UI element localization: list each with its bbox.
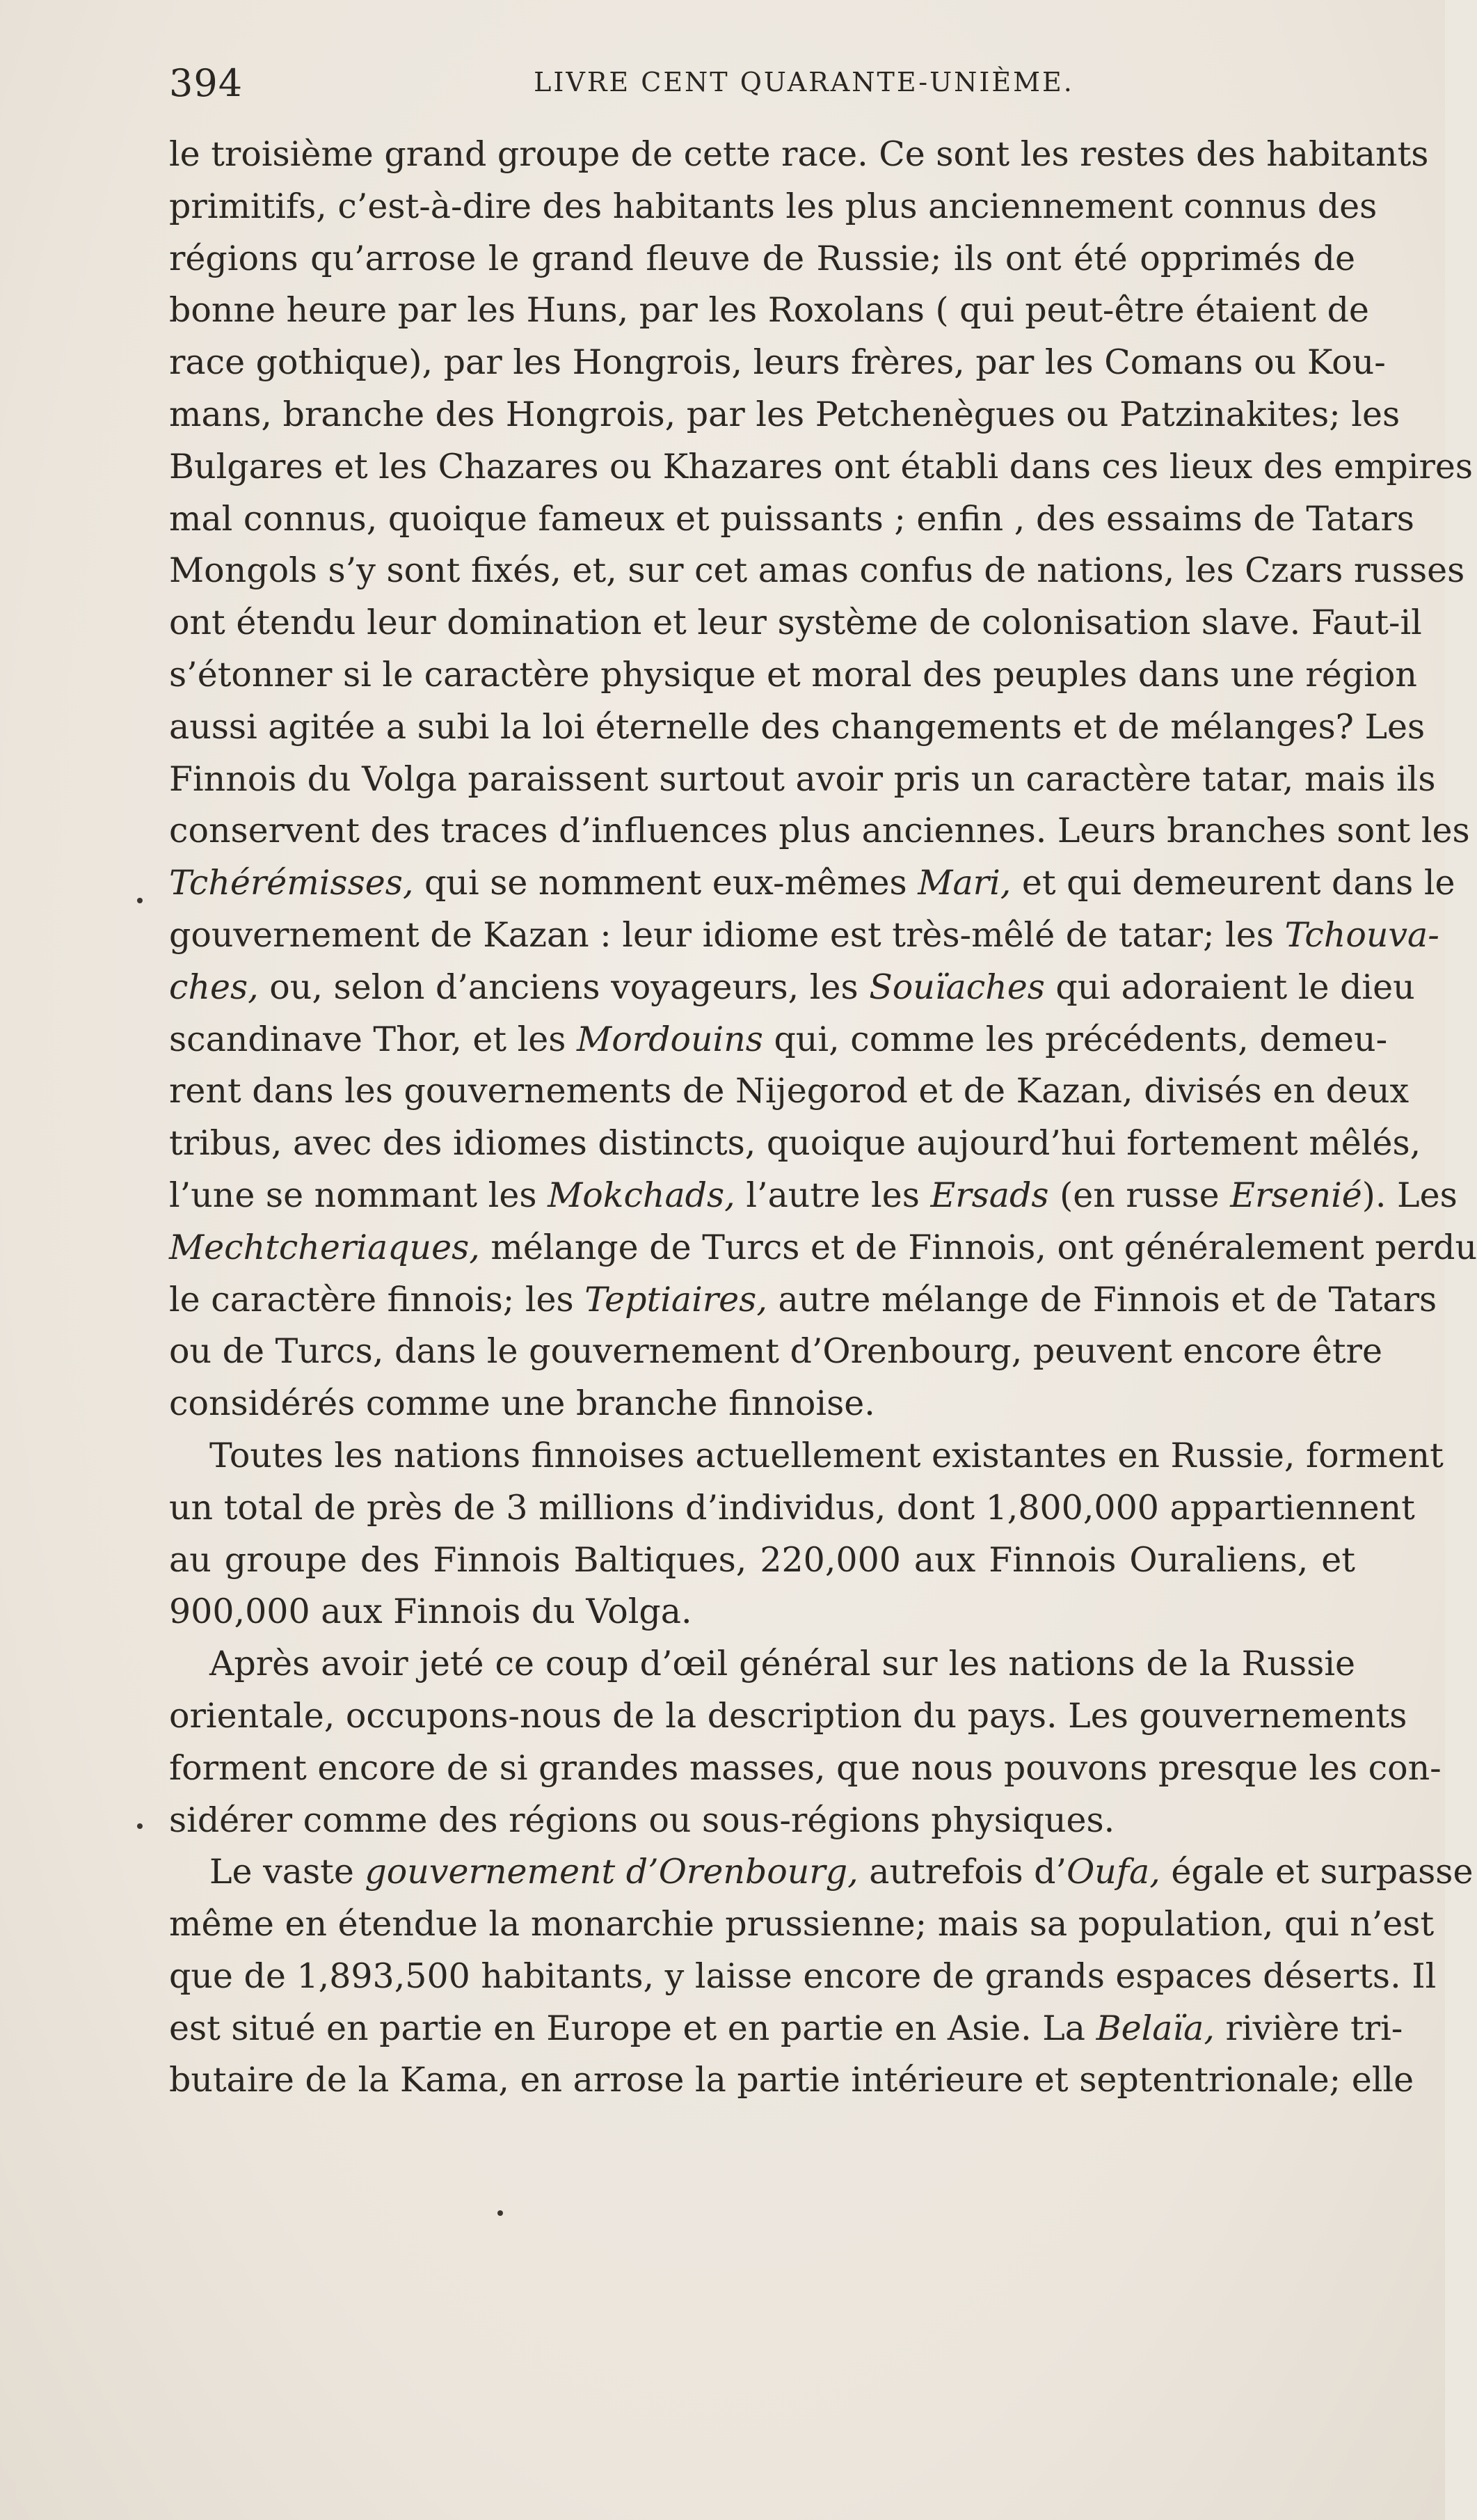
- text-run: Après avoir jeté ce coup d’œil général sur les nations de la Russie: [209, 1644, 1355, 1684]
- text-run: orientale, occupons-nous de la description du pays. Les gouvernements: [169, 1695, 1407, 1736]
- italic-term: Mechtcheriaques,: [169, 1227, 480, 1267]
- margin-mark: [137, 1823, 143, 1829]
- text-run: sidérer comme des régions ou sous-régions physiques.: [169, 1800, 1115, 1840]
- italic-term: Tchouva-: [1284, 914, 1439, 955]
- text-line: [169, 1326, 1382, 1378]
- text-run: autre mélange de Finnois et de Tatars: [767, 1279, 1437, 1320]
- text-line: [169, 1586, 1355, 1638]
- text-run: mélange de Turcs et de Finnois, ont généralement perdu: [479, 1227, 1477, 1267]
- text-run: l’autre les: [735, 1175, 931, 1215]
- text-line: [169, 1899, 1435, 1951]
- body-text: [169, 129, 1477, 2107]
- text-run: que de 1,893,500 habitants, y laisse encore de grands espaces déserts. Il: [169, 1956, 1437, 1996]
- italic-term: Oufa,: [1067, 1852, 1160, 1892]
- text-line: [169, 285, 1369, 337]
- text-line: [169, 1743, 1442, 1795]
- text-line: [169, 1535, 1355, 1587]
- text-run: est situé en partie en Europe et en partie en Asie. La: [169, 2008, 1096, 2048]
- text-run: Mongols s’y sont fixés, et, sur cet amas confus de nations, les Czars russes: [169, 550, 1465, 591]
- text-run: mal connus, quoique fameux et puissants ; enfin , des essaims de Tatars: [169, 498, 1414, 539]
- text-line: [169, 441, 1474, 493]
- text-run: ou de Turcs, dans le gouvernement d’Orenbourg, peuvent encore être: [169, 1331, 1382, 1372]
- italic-term: Souïaches: [869, 967, 1045, 1007]
- italic-term: Teptiaires,: [584, 1279, 767, 1320]
- text-line: [169, 337, 1386, 389]
- text-line: [169, 233, 1355, 285]
- text-run: Le vaste: [209, 1852, 365, 1892]
- text-run: conservent des traces d’influences plus anciennes. Leurs branches sont les: [169, 811, 1470, 851]
- running-title: LIVRE CENT QUARANTE-UNIÈME.: [534, 67, 1074, 97]
- text-run: 900,000 aux Finnois du Volga.: [169, 1592, 692, 1632]
- text-line: [169, 910, 1439, 962]
- text-run: Toutes les nations finnoises actuellement existantes en Russie, forment: [209, 1435, 1444, 1475]
- text-run: ont étendu leur domination et leur système de colonisation slave. Faut-il: [169, 603, 1422, 643]
- text-line: [169, 649, 1417, 702]
- text-run: race gothique), par les Hongrois, leurs frères, par les Comans ou Kou-: [169, 342, 1386, 383]
- text-line: [169, 1795, 1355, 1847]
- text-run: qui se nomment eux-mêmes: [413, 863, 918, 903]
- text-run: même en étendue la monarchie prussienne; mais sa population, qui n’est: [169, 1904, 1435, 1944]
- text-line: [169, 1014, 1388, 1066]
- text-run: (en russe: [1048, 1175, 1231, 1215]
- text-run: s’étonner si le caractère physique et moral des peuples dans une région: [169, 654, 1417, 695]
- text-run: l’une se nommant les: [169, 1175, 548, 1215]
- italic-term: Mari,: [918, 863, 1012, 903]
- text-run: aussi agitée a subi la loi éternelle des changements et de mélanges? Les: [169, 706, 1426, 747]
- margin-mark: [497, 2210, 503, 2216]
- text-line: [169, 1274, 1437, 1326]
- italic-term: Ersenié: [1230, 1175, 1362, 1215]
- text-line: [169, 1690, 1407, 1743]
- text-run: ). Les: [1362, 1175, 1458, 1215]
- text-run: Bulgares et les Chazares ou Khazares ont établi dans ces lieux des empires: [169, 446, 1474, 486]
- text-line: [169, 1170, 1458, 1222]
- text-run: gouvernement de Kazan : leur idiome est très-mêlé de tatar; les: [169, 914, 1285, 955]
- page-header: [169, 61, 1355, 110]
- text-line: [169, 129, 1429, 181]
- text-run: le caractère finnois; les: [169, 1279, 585, 1320]
- text-run: scandinave Thor, et les: [169, 1019, 577, 1059]
- text-run: autrefois d’: [858, 1852, 1067, 1892]
- text-line: [169, 389, 1400, 441]
- text-line: [169, 545, 1465, 597]
- text-run: rivière tri-: [1214, 2008, 1403, 2048]
- text-run: un total de près de 3 millions d’individus, dont 1,800,000 appartiennent: [169, 1487, 1415, 1528]
- text-line: [169, 754, 1436, 806]
- text-run: et qui demeurent dans le: [1011, 863, 1455, 903]
- italic-term: Belaïa,: [1096, 2008, 1215, 2048]
- text-line: [169, 493, 1414, 546]
- text-line: [169, 1846, 1474, 1899]
- text-run: Finnois du Volga paraissent surtout avoir pris un caractère tatar, mais ils: [169, 759, 1436, 799]
- text-run: qui, comme les précédents, demeu-: [763, 1019, 1388, 1059]
- text-line: [169, 962, 1415, 1014]
- text-run: mans, branche des Hongrois, par les Petchenègues ou Patzinakites; les: [169, 394, 1400, 434]
- text-line: [169, 857, 1455, 910]
- text-line: [169, 2003, 1403, 2055]
- text-line: [169, 1951, 1437, 2003]
- text-run: le troisième grand groupe de cette race. Ce sont les restes des habitants: [169, 134, 1429, 174]
- text-run: forment encore de si grandes masses, que nous pouvons presque les con-: [169, 1748, 1442, 1788]
- text-run: rent dans les gouvernements de Nijegorod et de Kazan, divisés en deux: [169, 1071, 1410, 1111]
- text-run: qui adoraient le dieu: [1044, 967, 1415, 1007]
- text-line: [169, 1378, 1355, 1430]
- text-run: au groupe des Finnois Baltiques, 220,000 aux Finnois Ouraliens, et: [169, 1539, 1355, 1580]
- italic-term: Ersads: [930, 1175, 1049, 1215]
- text-run: tribus, avec des idiomes distincts, quoique aujourd’hui fortement mêlés,: [169, 1123, 1421, 1164]
- text-run: bonne heure par les Huns, par les Roxolans ( qui peut-être étaient de: [169, 290, 1369, 331]
- margin-mark: [137, 898, 143, 903]
- text-line: [169, 2054, 1414, 2107]
- text-run: butaire de la Kama, en arrose la partie intérieure et septentrionale; elle: [169, 2060, 1414, 2100]
- italic-term: Mokchads,: [548, 1175, 735, 1215]
- text-line: [169, 1430, 1444, 1482]
- text-run: ou, selon d’anciens voyageurs, les: [258, 967, 870, 1007]
- italic-term: ches,: [169, 967, 259, 1007]
- text-line: [169, 1222, 1477, 1274]
- text-line: [169, 181, 1378, 233]
- text-run: primitifs, c’est-à-dire des habitants les plus anciennement connus des: [169, 186, 1378, 226]
- text-run: considérés comme une branche finnoise.: [169, 1384, 875, 1424]
- text-line: [169, 1638, 1355, 1690]
- text-line: [169, 702, 1426, 754]
- text-line: [169, 1482, 1415, 1535]
- text-line: [169, 1065, 1410, 1118]
- italic-term: Tchérémisses,: [169, 863, 414, 903]
- text-run: égale et surpasse: [1160, 1852, 1474, 1892]
- text-line: [169, 597, 1422, 649]
- text-line: [169, 805, 1470, 857]
- text-run: régions qu’arrose le grand fleuve de Russie; ils ont été opprimés de: [169, 238, 1355, 278]
- page-number: 394: [169, 61, 243, 105]
- text-line: [169, 1118, 1421, 1170]
- italic-term: Mordouins: [577, 1019, 763, 1059]
- italic-term: gouvernement d’Orenbourg,: [365, 1852, 859, 1892]
